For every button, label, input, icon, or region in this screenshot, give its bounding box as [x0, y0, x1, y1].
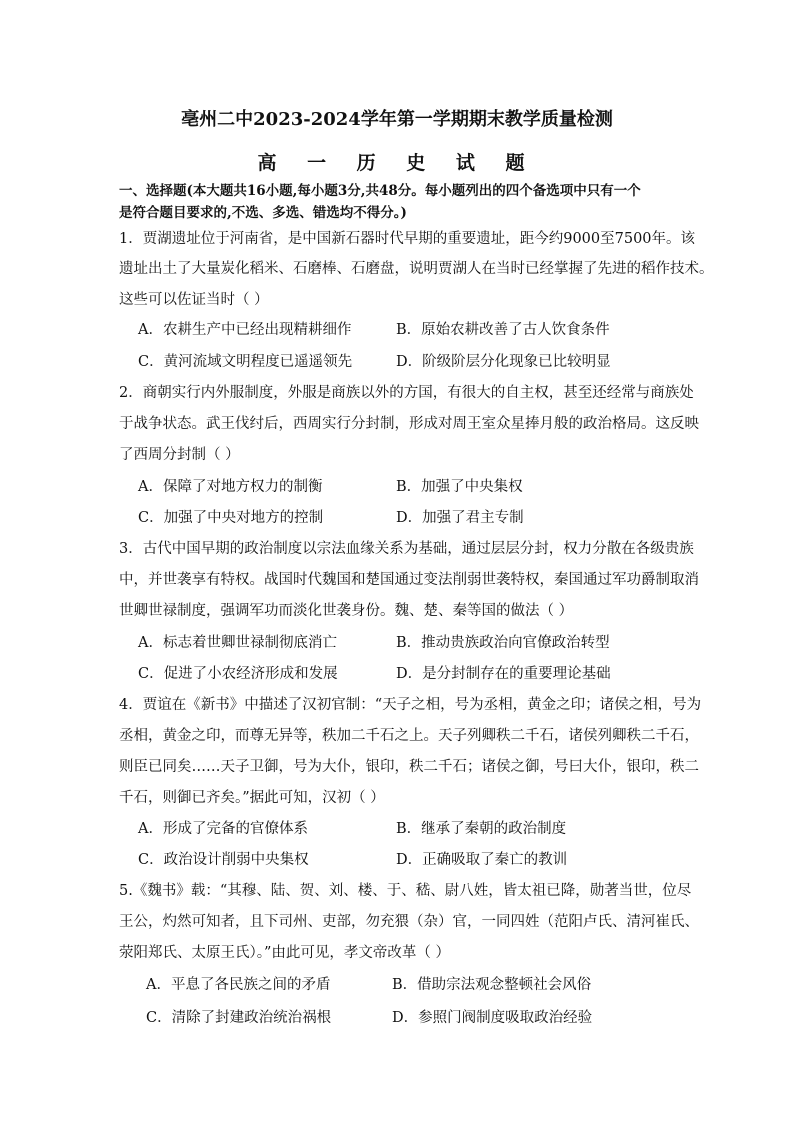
question-3-stem-line-3: 世卿世禄制度，强调军功而淡化世袭身份。魏、楚、秦等国的做法（ ）	[119, 603, 574, 619]
question-1-stem-line-3: 这些可以佐证当时（ ）	[119, 292, 269, 308]
question-4-stem-line-1: 4．贾谊在《新书》中描述了汉初官制：“天子之相，号为丞相，黄金之印；诸侯之相，号为	[119, 697, 702, 713]
question-4-option-b[interactable]: B．继承了秦朝的政治制度	[396, 821, 567, 837]
question-5-option-c[interactable]: C．清除了封建政治统治祸根	[146, 1010, 332, 1026]
question-1-option-b[interactable]: B．原始农耕改善了古人饮食条件	[396, 322, 610, 338]
question-2-stem-line-2: 于战争状态。武王伐纣后，西周实行分封制，形成对周王室众星捧月般的政治格局。这反映	[119, 416, 699, 432]
question-3-option-d[interactable]: D．是分封制存在的重要理论基础	[396, 666, 611, 682]
question-3-stem-line-2: 中，并世袭享有特权。战国时代魏国和楚国通过变法削弱世袭特权，秦国通过军功爵制取消	[119, 572, 699, 588]
exam-title: 亳州二中2023-2024学年第一学期期末教学质量检测	[181, 109, 613, 130]
section-instructions-line-1: 一、选择题(本大题共16小题,每小题3分,共48分。每小题列出的四个备选项中只有一个	[119, 183, 641, 199]
question-5-option-b[interactable]: B．借助宗法观念整顿社会风俗	[392, 977, 592, 993]
question-4-stem-line-4: 千石，则御已齐矣。”据此可知，汉初（ ）	[119, 790, 385, 806]
question-1-option-d[interactable]: D．阶级阶层分化现象已比较明显	[396, 354, 611, 370]
question-4-option-c[interactable]: C．政治设计削弱中央集权	[138, 852, 309, 868]
question-2-option-d[interactable]: D．加强了君主专制	[396, 510, 524, 526]
question-5-stem-line-1: 5.《魏书》载：“其穆、陆、贺、刘、楼、于、嵇、尉八姓，皆太祖已降，勋著当世，位尽	[119, 883, 692, 899]
question-4-option-d[interactable]: D．正确吸取了秦亡的教训	[396, 852, 568, 868]
question-1-option-c[interactable]: C．黄河流域文明程度已遥遥领先	[138, 354, 353, 370]
question-3-option-a[interactable]: A．标志着世卿世禄制彻底消亡	[138, 635, 337, 651]
question-5-option-d[interactable]: D．参照门阀制度吸取政治经验	[392, 1010, 593, 1026]
question-2-stem-line-1: 2．商朝实行内外服制度，外服是商族以外的方国，有很大的自主权，甚至还经常与商族处	[119, 385, 694, 401]
question-5-option-a[interactable]: A．平息了各民族之间的矛盾	[146, 977, 331, 993]
question-2-option-a[interactable]: A．保障了对地方权力的制衡	[138, 479, 323, 495]
question-2-option-c[interactable]: C．加强了中央对地方的控制	[138, 510, 324, 526]
question-1-stem-line-2: 遗址出土了大量炭化稻米、石磨棒、石磨盘，说明贾湖人在当时已经掌握了先进的稻作技术。	[119, 261, 714, 277]
question-1-option-a[interactable]: A．农耕生产中已经出现精耕细作	[138, 322, 352, 338]
question-4-stem-line-2: 丞相，黄金之印，而尊无异等，秩加二千石之上。天子列卿秩二千石，诸侯列卿秩二千石，	[119, 728, 699, 744]
question-2-stem-line-3: 了西周分封制（ ）	[119, 447, 240, 463]
question-5-stem-line-2: 王公，灼然可知者，且下司州、吏部，勿充猥（杂）官，一同四姓（范阳卢氏、清河崔氏、	[119, 914, 699, 930]
question-3-option-c[interactable]: C．促进了小农经济形成和发展	[138, 666, 338, 682]
question-5-stem-line-3: 荥阳郑氏、太原王氏）。”由此可见，孝文帝改革（ ）	[119, 945, 451, 961]
question-4-stem-line-3: 则臣已同矣……天子卫御，号为大仆，银印，秩二千石；诸侯之御，号曰大仆，银印，秩二	[119, 759, 699, 775]
question-2-option-b[interactable]: B．加强了中央集权	[396, 479, 523, 495]
exam-subject-title: 高 一 历 史 试 题	[257, 152, 537, 174]
question-3-stem-line-1: 3．古代中国早期的政治制度以宗法血缘关系为基础，通过层层分封，权力分散在各级贵族	[119, 541, 694, 557]
section-instructions-line-2: 是符合题目要求的,不选、多选、错选均不得分。)	[119, 205, 407, 221]
question-3-option-b[interactable]: B．推动贵族政治向官僚政治转型	[396, 635, 610, 651]
question-4-option-a[interactable]: A．形成了完备的官僚体系	[138, 821, 308, 837]
question-1-stem-line-1: 1．贾湖遗址位于河南省，是中国新石器时代早期的重要遗址，距今约9000至7500年。该	[119, 231, 696, 247]
